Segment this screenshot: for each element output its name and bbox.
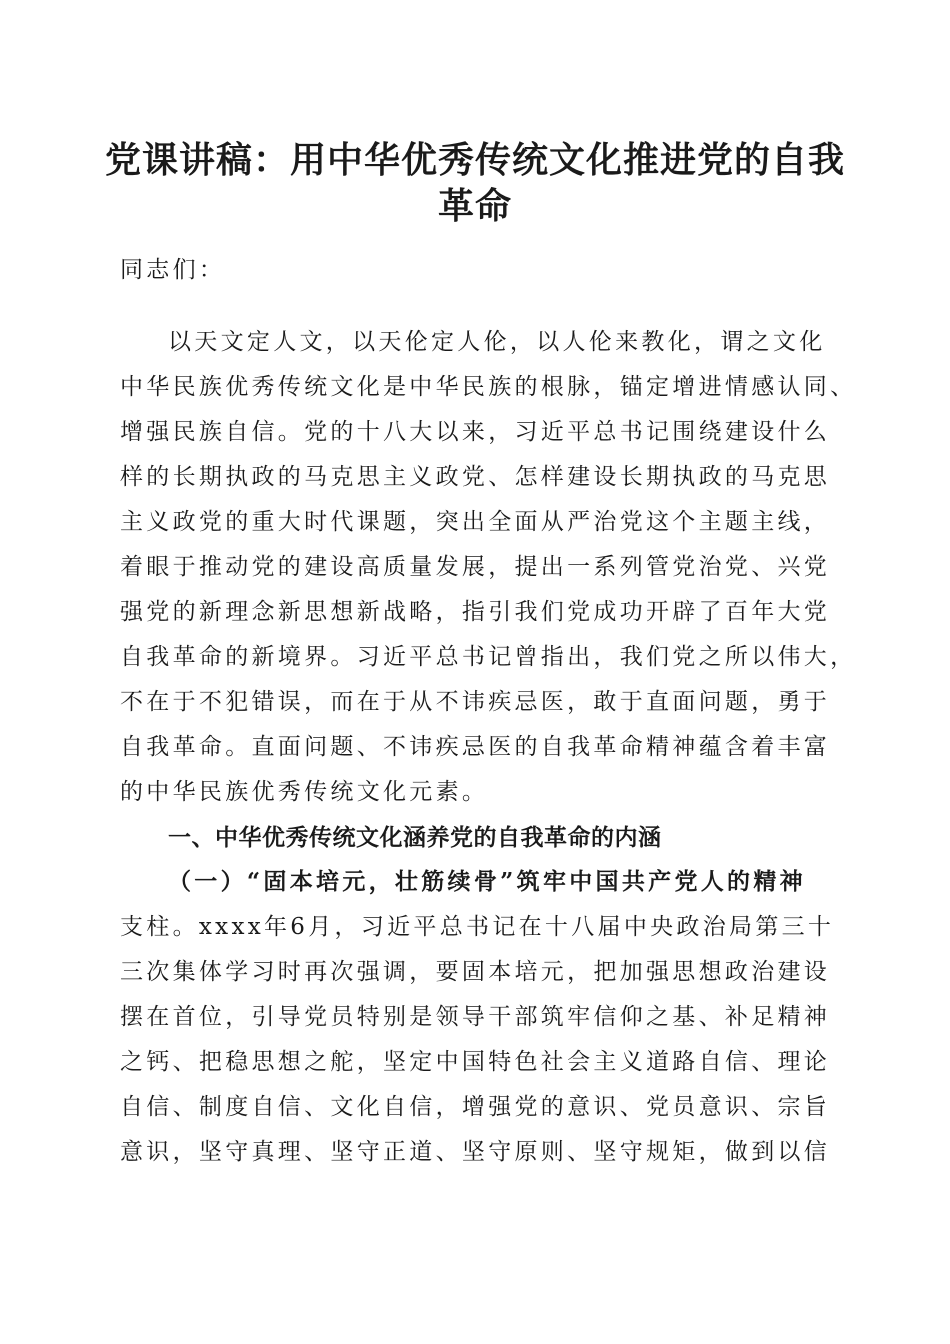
- paragraph-line: 之钙、把稳思想之舵，坚定中国特色社会主义道路自信、理论: [120, 1049, 831, 1075]
- paragraph-line: 中华民族优秀传统文化是中华民族的根脉，锚定增进情感认同、: [120, 374, 857, 400]
- paragraph-line: 摆在首位，引导党员特别是领导干部筑牢信仰之基、补足精神: [120, 1004, 831, 1030]
- document-title-line-1: 党课讲稿：用中华优秀传统文化推进党的自我: [104, 139, 845, 181]
- paragraph-line: 的中华民族优秀传统文化元素。: [120, 779, 489, 805]
- section-heading: 一、中华优秀传统文化涵养党的自我革命的内涵: [168, 825, 662, 851]
- paragraph-line: 意识，坚守真理、坚守正道、坚守原则、坚守规矩，做到以信: [120, 1139, 831, 1165]
- paragraph-line: 着眼于推动党的建设高质量发展，提出一系列管党治党、兴党: [120, 554, 831, 580]
- paragraph-line: 增强民族自信。党的十八大以来，习近平总书记围绕建设什么: [120, 419, 831, 445]
- paragraph-line: 样的长期执政的马克思主义政党、怎样建设长期执政的马克思: [120, 464, 831, 490]
- paragraph-line: 三次集体学习时再次强调，要固本培元，把加强思想政治建设: [120, 959, 831, 985]
- document-title-line-2: 革命: [437, 185, 512, 227]
- paragraph-line: 主义政党的重大时代课题，突出全面从严治党这个主题主线，: [120, 509, 831, 535]
- paragraph-line: 不在于不犯错误，而在于从不讳疾忌医，敢于直面问题，勇于: [120, 689, 831, 715]
- salutation: 同志们：: [120, 257, 226, 283]
- paragraph-line: 自我革命。直面问题、不讳疾忌医的自我革命精神蕴含着丰富: [120, 734, 831, 760]
- paragraph-line: 以天文定人文，以天伦定人伦，以人伦来教化，谓之文化: [168, 329, 826, 355]
- paragraph-line: 自我革命的新境界。习近平总书记曾指出，我们党之所以伟大，: [120, 644, 857, 670]
- paragraph-line: 自信、制度自信、文化自信，增强党的意识、党员意识、宗旨: [120, 1094, 831, 1120]
- paragraph-line: 支柱。xxxx年6月，习近平总书记在十八届中央政治局第三十: [120, 914, 835, 940]
- subsection-lead: （一）“固本培元，壮筋续骨”筑牢中国共产党人的精神: [168, 868, 806, 895]
- paragraph-line: 强党的新理念新思想新战略，指引我们党成功开辟了百年大党: [120, 599, 831, 625]
